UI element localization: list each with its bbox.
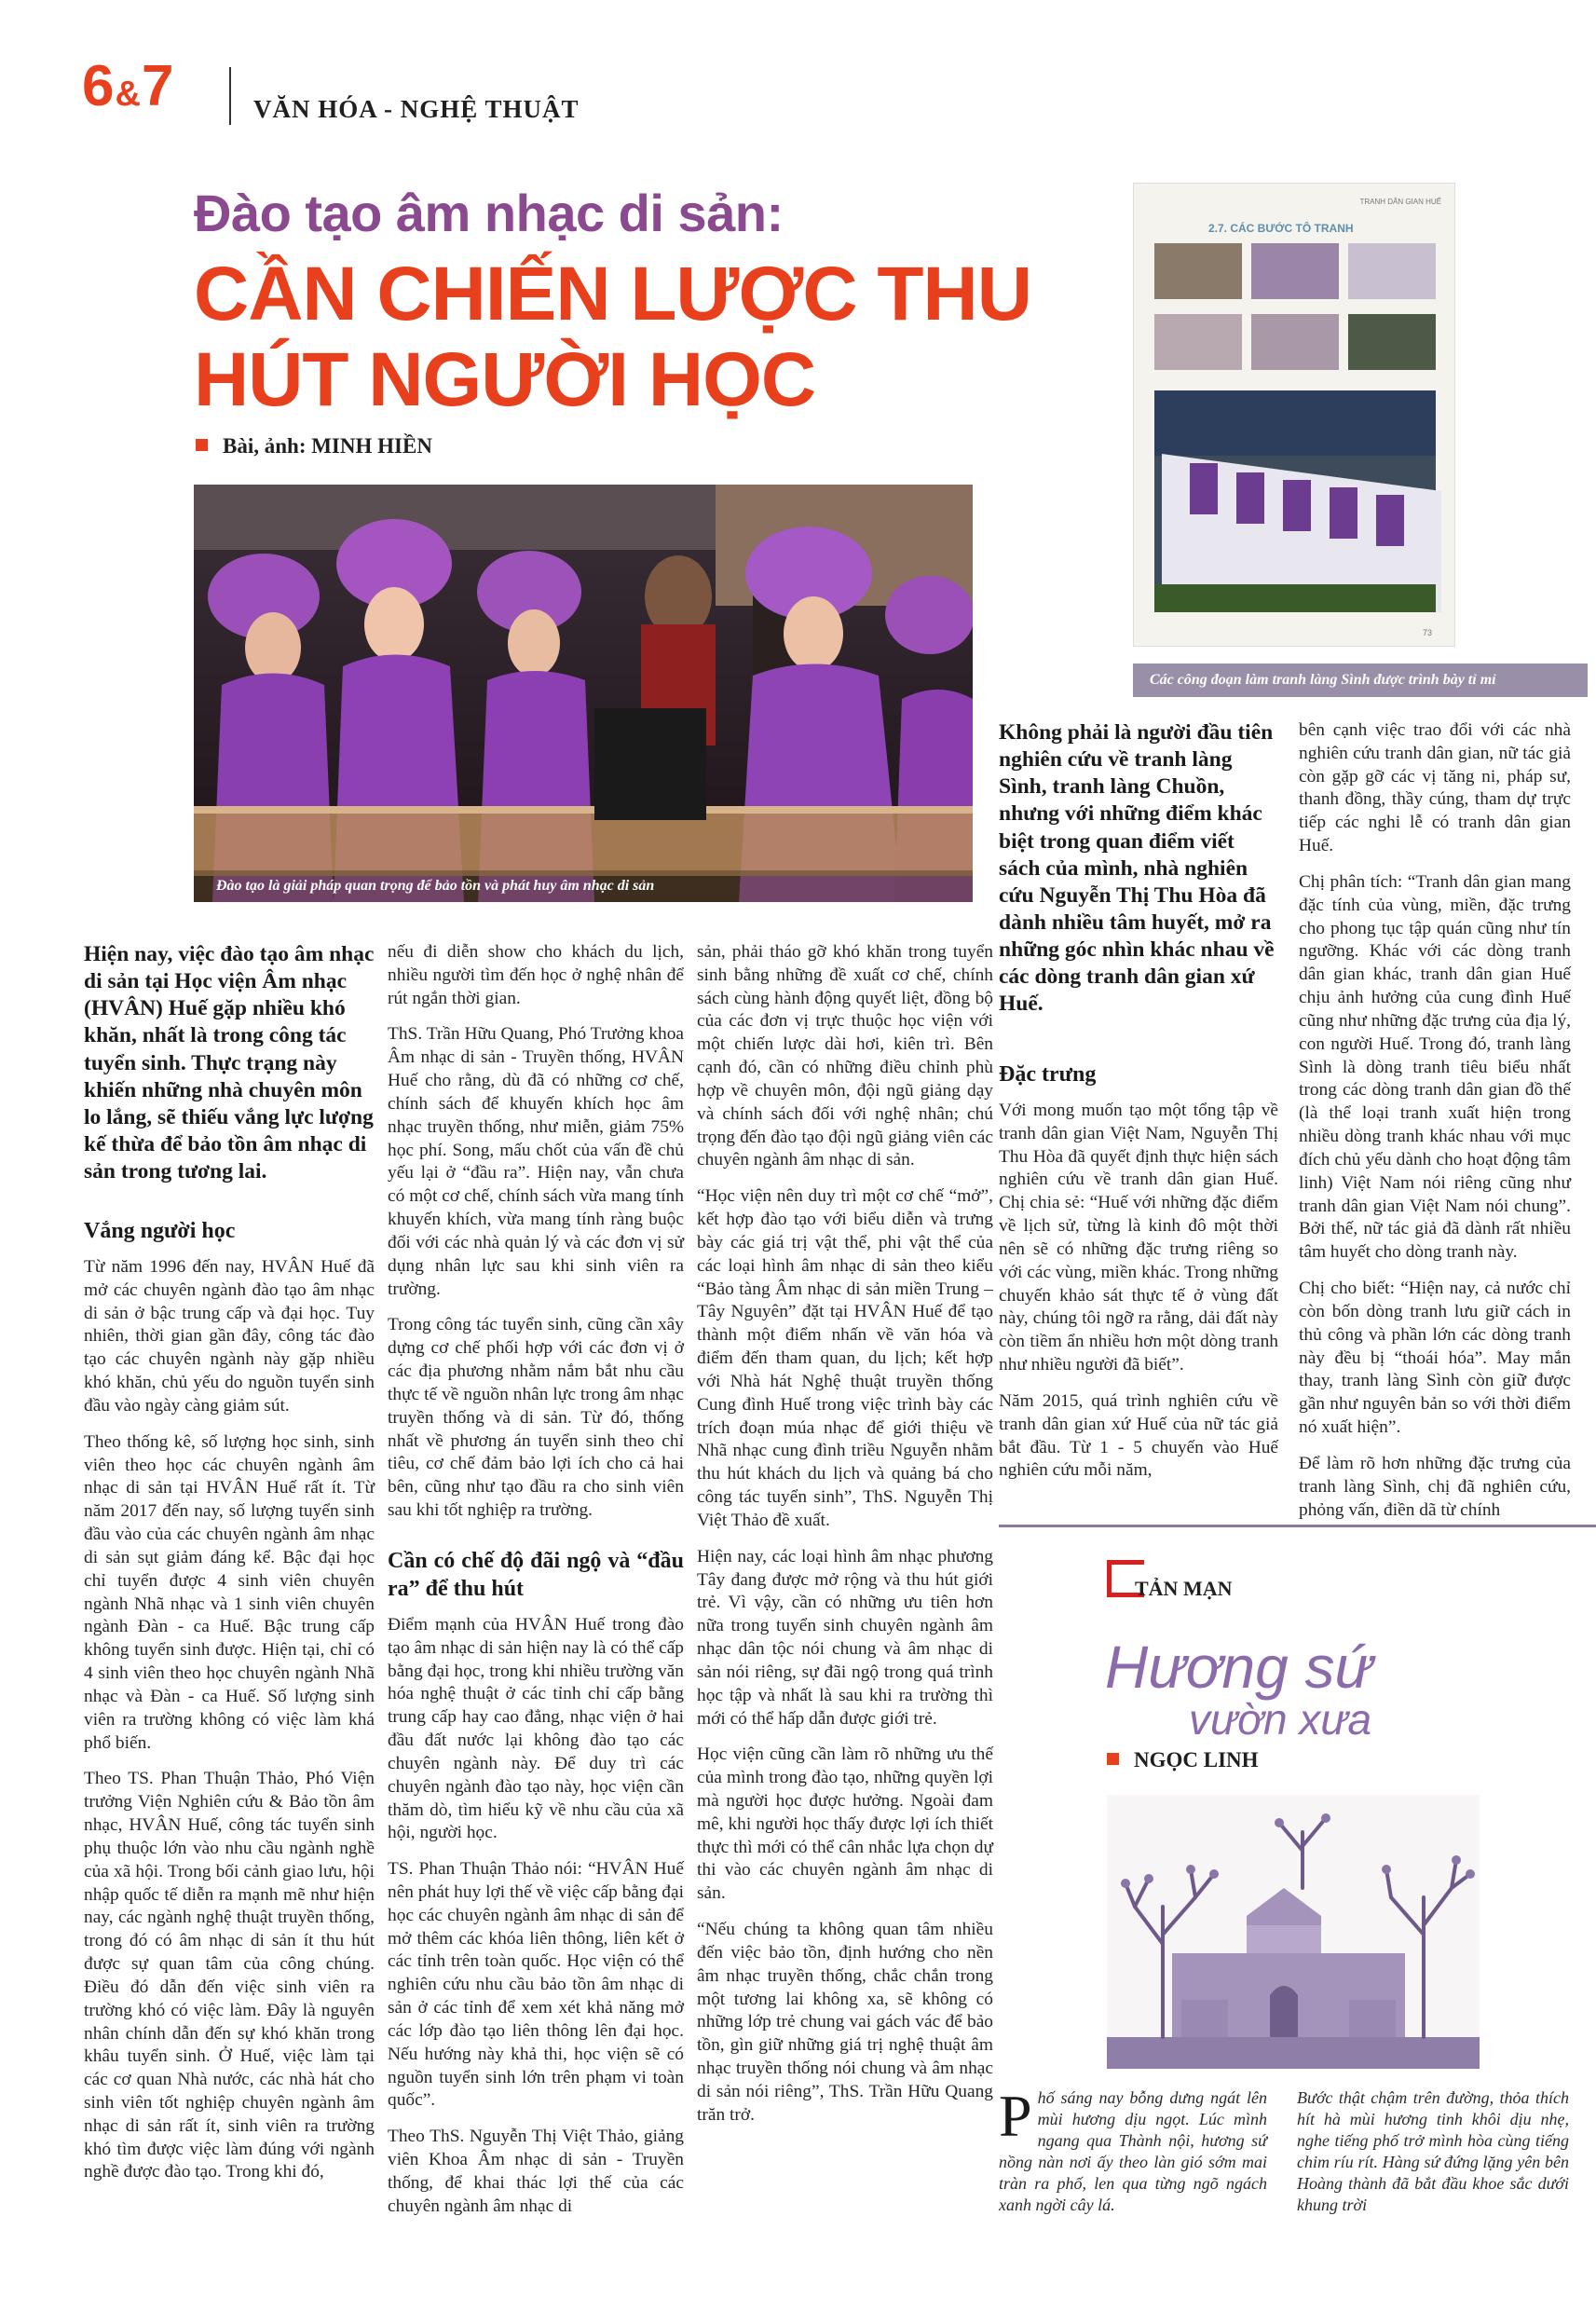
- book-photo: [1133, 183, 1455, 647]
- book-caption: Các công đoạn làm tranh làng Sình được trình bày tỉ mỉ: [1150, 672, 1496, 688]
- page-number-right: 7: [141, 54, 173, 118]
- article-column-3: [697, 941, 993, 2141]
- paragraph: Hiện nay, các loại hình âm nhạc phương Tây đang được mở rộng và thu hút giới trẻ. Vì vậy, cần có những ưu tiên hơn nữa trong tuyển sinh chuyên ngành âm nhạc dân tộc nói chung và âm nhạc di sản nói riêng, sự đãi ngộ trong quá trình học tập và nhất là sau khi ra trường thì mới có thể hấp dẫn được giới trẻ.: [697, 1546, 993, 1729]
- paragraph: Từ năm 1996 đến nay, HVÂN Huế đã mở các chuyên ngành đào tạo âm nhạc di sản ở bậc trung cấp và đại học. Tuy nhiên, thời gian gần đây, công tác đào tạo các chuyên ngành này gặp nhiều khó khăn, chủ yếu do nguồn tuyển sinh đầu vào ngày càng giảm sút.: [84, 1257, 375, 1416]
- citadel-illustration: [1107, 1795, 1480, 2069]
- paragraph: Học viện cũng cần làm rõ những ưu thế của mình trong đào tạo, những quyền lợi mà người học được hưởng. Ngoài đam mê, khi người học thấy được lợi ích thiết thực thì mới có thể cân nhắc lựa chọn dự thi vào các chuyên ngành âm nhạc di sản.: [697, 1744, 993, 1904]
- tan-man-paragraph-2: Bước thật chậm trên đường, thỏa thích hít hà mùi hương tinh khôi dịu nhẹ, nghe tiếng phố trở mình hòa cùng tiếng chim ríu rít. Hàng sứ đứng lặng yên bên Hoàng thành đã bắt đầu khoe sắc dưới khung trời: [1297, 2088, 1569, 2215]
- musicians-illustration: [194, 485, 973, 902]
- paragraph: Để làm rõ hơn những đặc trưng của tranh làng Sình, chị đã nghiên cứu, phỏng vấn, điền dã từ chính: [1299, 1453, 1571, 1520]
- bullet-square-icon: [196, 439, 208, 451]
- paragraph: Chị cho biết: “Hiện nay, cả nước chỉ còn bốn dòng tranh lưu giữ cách in thủ công và phần lớn các dòng tranh này đều bị “thoái hóa”. May mắn thay, tranh làng Sình còn giữ được gần như nguyên bản so với thời điểm nó xuất hiện”.: [1299, 1279, 1571, 1438]
- section-title: VĂN HÓA - NGHỆ THUẬT: [253, 95, 580, 123]
- main-photo-caption-bar: [194, 870, 973, 902]
- paragraph: Theo TS. Phan Thuận Thảo, Phó Viện trưởng Viện Nghiên cứu & Bảo tồn âm nhạc, HVÂN Huế, công tác tuyển sinh phụ thuộc lớn vào nhu cầu ngành nghề của xã hội. Trong bối cảnh giao lưu, hội nhập quốc tế diễn ra mạnh mẽ như hiện nay, các ngành nghệ thuật truyền thống, trong đó có âm nhạc di sản ít thu hút được sự quan tâm của công chúng. Điều đó dẫn đến việc sinh viên ra trường khó có việc làm. Đây là nguyên nhân chính dẫn đến sự khó khăn trong khâu tuyển sinh. Ở Huế, việc làm tại các cơ quan Nhà nước, các nhà hát cho sinh viên tốt nghiệp chuyên ngành âm nhạc di sản rất ít, sinh viên ra trường khó tìm được việc làm đúng với ngành nghề được đào tạo. Trong khi đó,: [84, 1769, 375, 2182]
- main-photo-caption: Đào tạo là giải pháp quan trọng để bảo tồn và phát huy âm nhạc di sản: [216, 878, 655, 894]
- paragraph: Với mong muốn tạo một tổng tập về tranh dân gian Việt Nam, Nguyễn Thị Thu Hòa đã quyết định thực hiện sách nghiên cứu về tranh dân gian Huế. Chị chia sẻ: “Huế với những đặc điểm về lịch sử, từng là kinh đô một thời nên sẽ có những đặc trưng riêng so với các vùng, miền khác. Trong những chuyến khảo sát thực tế ở vùng đất này, chúng tôi ngỡ ra rằng, dải đất này còn tiềm ẩn nhiều hơn một dòng tranh như nhiều người đã biết”.: [999, 1101, 1278, 1375]
- drop-cap: P: [999, 2083, 1032, 2149]
- subheading-vang-nguoi-hoc: Vắng người học: [84, 1219, 236, 1243]
- bullet-square-icon: [1107, 1753, 1119, 1765]
- tan-man-author: [1107, 1748, 1259, 1772]
- tan-man-divider: [999, 1525, 1596, 1527]
- paragraph: “Nếu chúng ta không quan tâm nhiều đến việc bảo tồn, định hướng cho nền âm nhạc truyền thống, chắc chắn trong một tương lai không xa, sẽ không có những lớp trẻ chung vai gách vác để bảo tồn, gìn giữ những giá trị nghệ thuật âm nhạc truyền thống nói chung và âm nhạc di sản nói riêng”, ThS. Trần Hữu Quang trăn trở.: [697, 1920, 993, 2125]
- citadel-sketch: [1107, 1795, 1480, 2069]
- page-number-amp: &: [115, 75, 140, 114]
- article-lead: Hiện nay, việc đào tạo âm nhạc di sản tại Học viện Âm nhạc (HVÂN) Huế gặp nhiều khó khăn, nhất là trong công tác tuyển sinh. Thực trạng này khiến những nhà chuyên môn lo lắng, sẽ thiếu vắng lực lượng kế thừa để bảo tồn âm nhạc di sản trong tương lai.: [84, 942, 375, 1183]
- page-numbers: [82, 54, 173, 118]
- book-page-header: TRANH DÂN GIAN HUẾ: [1359, 198, 1441, 206]
- paragraph: Theo thống kê, số lượng học sinh, sinh viên theo học các chuyên ngành âm nhạc di sản tại HVÂN Huế rất ít. Từ năm 2017 đến nay, số lượng tuyển sinh đầu vào của các chuyên ngành âm nhạc di sản sụt giảm đáng kể. Bậc đại học chỉ tuyển được 4 sinh viên chuyên ngành Nhã nhạc và 1 sinh viên chuyên ngành Đàn - ca Huế. Bậc trung cấp không tuyển sinh được. Hiện tại, chỉ có 4 sinh viên theo học chuyên ngành Nhã nhạc và Đàn - ca Huế. Số lượng sinh viên ra trường không có việc làm khá phổ biến.: [84, 1431, 375, 1753]
- paragraph: Điểm mạnh của HVÂN Huế trong đào tạo âm nhạc di sản hiện nay là có thể cấp bằng đại học, trong khi nhiều trường văn hóa nghệ thuật ở các tỉnh chỉ cấp bằng trung cấp hay cao đẳng, nhạc viện ở hai đầu đất nước lại không đào tạo các chuyên ngành này. Để duy trì các chuyên ngành đào tạo này, học viện cần thăm dò, tìm hiểu kỹ về nhu cầu của xã hội, người học.: [388, 1614, 684, 1843]
- tan-man-paragraph-1: [999, 2083, 1267, 2216]
- paragraph: Trong công tác tuyển sinh, cũng cần xây dựng cơ chế phối hợp với các đơn vị ở các địa phương nhằm nắm bắt nhu cầu thực tế về nguồn nhân lực trong âm nhạc truyền thống và di sản. Từ đó, thống nhất về phương án tuyển sinh theo chỉ tiêu, cơ chế đảm bảo lợi ích cho cả hai bên, cũng như tạo đầu ra cho sinh viên sau khi tốt nghiệp ra trường.: [388, 1315, 684, 1521]
- side-article-column-1: [999, 1100, 1278, 1496]
- tan-man-text-1: hố sáng nay bỗng dưng ngát lên mùi hương dịu ngọt. Lúc mình ngang qua Thành nội, hương sứ nồng nàn nơi ấy theo làn gió sớm mai tràn ra phố, len qua từng ngõ ngách xanh ngời cây lá.: [999, 2088, 1267, 2215]
- tan-man-label: TẢN MẠN: [1135, 1577, 1233, 1600]
- paragraph: TS. Phan Thuận Thảo nói: “HVÂN Huế nên phát huy lợi thế về việc cấp bằng đại học các chuyên ngành âm nhạc di sản để mở thêm các khóa liên thông, liên kết ở các tỉnh trên toàn quốc. Học viện có thể nghiên cứu nhu cầu bảo tồn âm nhạc di sản ở các tỉnh để xem xét khả năng mở các lớp đào tạo liên thông lên đại học. Nếu hướng này khả thi, học viện sẽ có nguồn tuyển sinh lớn trên phạm vi toàn quốc”.: [388, 1859, 684, 2111]
- paragraph: Chị phân tích: “Tranh dân gian mang đặc tính của vùng, miền, đặc trưng cho phong tục tập quán cũng như tín ngưỡng. Khác với các dòng tranh dân gian khác, tranh dân gian Huế chịu ảnh hưởng của cung đình Huế cũng như những đặc trưng của địa lý, con người Huế. Trong đó, tranh làng Sình là dòng tranh tiêu biểu nhất trong các dòng tranh dân gian đồ thế (là thể loại tranh xuất hiện trong nhiều dòng tranh khác nhau với mục đích chủ yếu dành cho hoạt động tâm linh) Việt Nam nói riêng cũng như tranh dân gian Việt Nam nói chung”. Bởi thế, nữ tác giả đã dành rất nhiều tâm huyết cho dòng tranh này.: [1299, 871, 1571, 1263]
- book-page-section: 2.7. CÁC BƯỚC TÔ TRANH: [1208, 222, 1354, 235]
- paragraph: ThS. Trần Hữu Quang, Phó Trưởng khoa Âm nhạc di sản - Truyền thống, HVÂN Huế cho rằng, dù đã có những cơ chế, chính sách để khuyến khích học âm nhạc truyền thống, như miễn, giảm 75% học phí. Song, mấu chốt của vấn đề chủ yếu lại ở “đầu ra”. Hiện nay, vẫn chưa có một cơ chế, chính sách vừa mang tính khuyến khích, vừa mang tính ràng buộc đối với các nhà quản lý và các đơn vị sử dụng nhân lực sau khi sinh viên ra trường.: [388, 1024, 684, 1299]
- tan-man-author-name: NGỌC LINH: [1134, 1748, 1259, 1772]
- article-headline: CẦN CHIẾN LƯỢC THU HÚT NGƯỜI HỌC: [194, 252, 1031, 422]
- page-number-left: 6: [82, 54, 114, 118]
- article-column-1: [84, 1217, 375, 2197]
- side-article-column-2: [1299, 719, 1571, 1535]
- tan-man-title-line-1: Hương sứ: [1105, 1634, 1372, 1701]
- paragraph: bên cạnh việc trao đổi với các nhà nghiên cứu tranh dân gian, nữ tác giả còn gặp gỡ các vị tăng ni, pháp sư, thanh đồng, thầy cúng, tham dự trực tiếp các nghi lễ có tranh dân gian Huế.: [1299, 720, 1571, 856]
- byline-text: Bài, ảnh: MINH HIỀN: [223, 434, 432, 458]
- paragraph: sản, phải tháo gỡ khó khăn trong tuyển sinh bằng những đề xuất cơ chế, chính sách cùng hành động quyết liệt, đồng bộ của các đơn vị trực thuộc học viện với một chiến lược dài hơi, kiên trì. Bên cạnh đó, cần có những điều chỉnh phù hợp về chuyên môn, đội ngũ giảng dạy và chính sách đối với nghệ nhân; chú trọng đến đào tạo đội ngũ giảng viên các chuyên ngành âm nhạc di sản.: [697, 942, 993, 1170]
- paragraph: Theo ThS. Nguyễn Thị Việt Thảo, giảng viên Khoa Âm nhạc di sản - Truyền thống, để khai thác lợi thế của các chuyên ngành âm nhạc di: [388, 2127, 684, 2216]
- side-article-lead: Không phải là người đầu tiên nghiên cứu về tranh làng Sình, tranh làng Chuồn, nhưng với những điểm khác biệt trong quan điểm viết sách của mình, nhà nghiên cứu Nguyễn Thị Thu Hòa đã dành nhiều tâm huyết, mở ra những góc nhìn khác nhau về các dòng tranh dân gian xứ Huế.: [999, 720, 1275, 1017]
- header-divider: [229, 67, 231, 125]
- article-byline: [196, 434, 432, 458]
- paragraph: nếu đi diễn show cho khách du lịch, nhiều người tìm đến học ở nghệ nhân để rút ngắn thời gian.: [388, 942, 684, 1008]
- book-caption-bar: [1133, 664, 1588, 697]
- tan-man-title-line-2: vườn xưa: [1189, 1695, 1372, 1744]
- subheading-dai-ngo: Cần có chế độ đãi ngộ và “đầu ra” để thu hút: [388, 1548, 684, 1601]
- subheading-dac-trung: Đặc trưng: [999, 1062, 1097, 1087]
- book-page-number: 73: [1422, 628, 1432, 637]
- book-page-illustration: [1134, 184, 1455, 647]
- paragraph: Năm 2015, quá trình nghiên cứu về tranh dân gian xứ Huế của nữ tác giả bắt đầu. Từ 1 - 5 chuyến vào Huế nghiên cứu mỗi năm,: [999, 1390, 1278, 1481]
- article-kicker: Đào tạo âm nhạc di sản:: [194, 184, 784, 242]
- article-column-2: [388, 941, 684, 2232]
- paragraph: “Học viện nên duy trì một cơ chế “mở”, kết hợp đào tạo với biểu diễn và trưng bày các giá trị vật thể, phi vật thể của các loại hình âm nhạc di sản theo kiểu “Bảo tàng Âm nhạc di sản miền Trung – Tây Nguyên” đặt tại HVÂN Huế để tạo thành một điểm nhấn về văn hóa và điểm đến tham quan, du lịch; kết hợp với Nhà hát Nghệ thuật truyền thống Cung đình Huế trong việc trình bày các trích đoạn múa nhạc để giới thiệu về Nhã nhạc cung đình triều Nguyễn nhằm thu hút khách du lịch và quảng bá cho công tác tuyển sinh”, ThS. Nguyễn Thị Việt Thảo đề xuất.: [697, 1186, 993, 1530]
- main-photo: [194, 485, 973, 902]
